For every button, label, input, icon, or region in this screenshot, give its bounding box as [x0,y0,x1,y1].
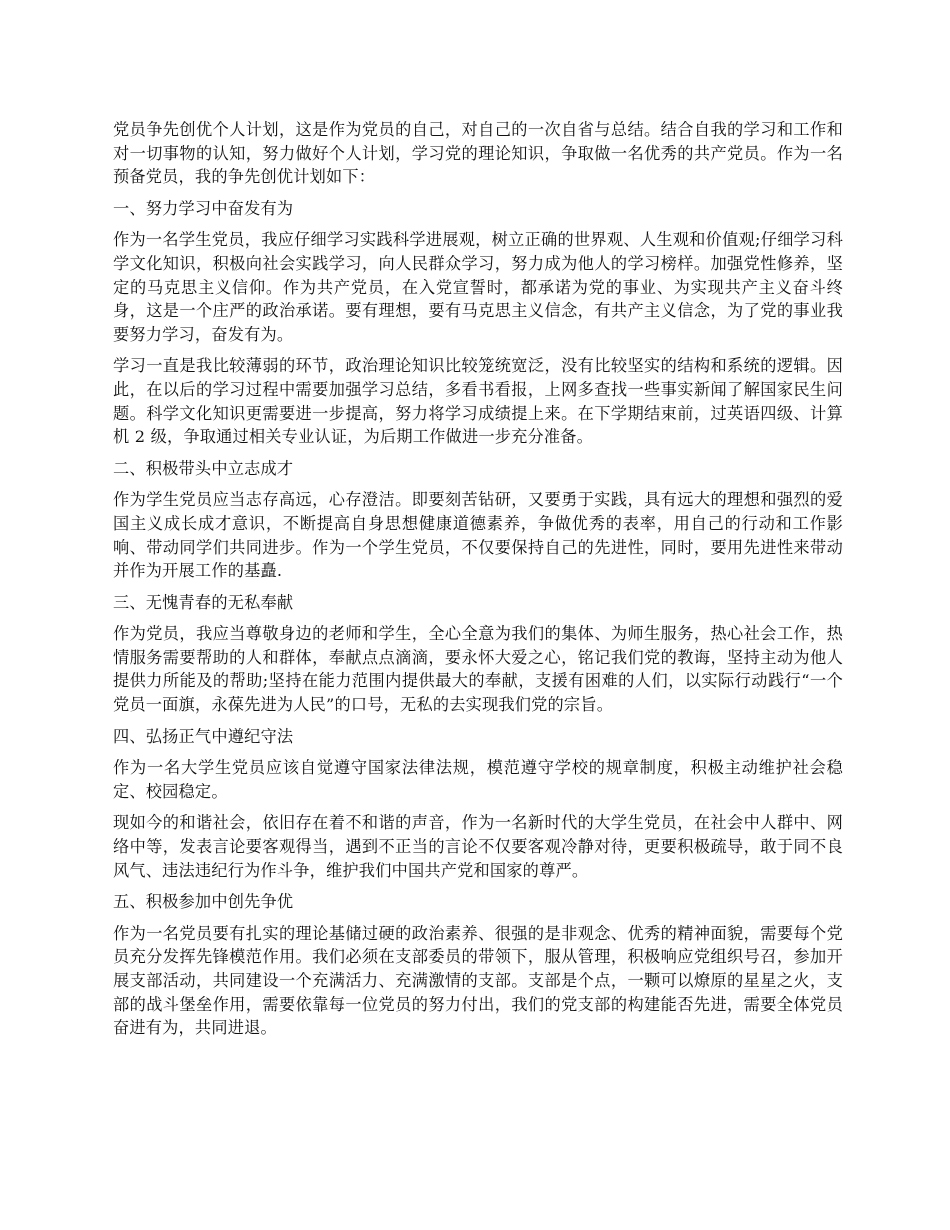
section-paragraph: 作为一名学生党员，我应仔细学习实践科学进展观，树立正确的世界观、人生观和价值观;仔细学习科学文化知识，积极向社会实践学习，向人民群众学习，努力成为他人的学习榜样。加强党性修养，坚定的马克思主义信仰。作为共产党员，在入党宣誓时，都承诺为党的事业、为实现共产主义奋斗终身，这是一个庄严的政治承诺。要有理想，要有马克思主义信念，有共产主义信念，为了党的事业我要努力学习，奋发有为。 [113,230,843,344]
section-heading: 三、无愧青春的无私奉献 [113,592,294,612]
section-heading: 五、积极参加中创先争优 [113,892,294,912]
section-2 [113,457,843,583]
section-paragraph: 作为党员，我应当尊敬身边的老师和学生，全心全意为我们的集体、为师生服务，热心社会工作，热情服务需要帮助的人和群体，奉献点点滴滴，要永怀大爱之心，铭记我们党的教诲，坚持主动为他人提供力所能及的帮助;坚持在能力范围内提供最大的奉献，支援有困难的人们，以实际行动践行“一个党员一面旗，永葆先进为人民”的口号，无私的去实现我们党的宗旨。 [113,624,843,715]
section-heading: 二、积极带头中立志成才 [113,458,294,478]
section-paragraph: 作为一名党员要有扎实的理论基储过硬的政治素养、很强的是非观念、优秀的精神面貌，需要每个党员充分发挥先锋模范作用。我们必须在支部委员的带领下，服从管理，积极响应党组织号召，参加开展支部活动，共同建设一个充满活力、充满激情的支部。支部是个点，一颗可以燎原的星星之火，支部的战斗堡垒作用，需要依靠每一位党员的努力付出，我们的党支部的构建能否先进，需要全体党员奋进有为，共同进退。 [113,923,843,1038]
section-1 [113,197,843,449]
intro-paragraph: 党员争先创优个人计划，这是作为党员的自己，对自己的一次自省与总结。结合自我的学习和工作和对一切事物的认知，努力做好个人计划，学习党的理论知识，争取做一名优秀的共产党员。作为一名预备党员，我的争先创优计划如下： [113,120,843,187]
section-heading: 一、努力学习中奋发有为 [113,198,294,218]
section-paragraph: 作为一名大学生党员应该自觉遵守国家法律法规，模范遵守学校的规章制度，积极主动维护社会稳定、校园稳定。 [113,758,843,801]
section-paragraph: 作为学生党员应当志存高远，心存澄洁。即要刻苦钻研，又要勇于实践，具有远大的理想和强烈的爱国主义成长成才意识，不断提高自身思想健康道德素养，争做优秀的表率，用自己的行动和工作影响、带动同学们共同进步。作为一个学生党员，不仅要保持自己的先进性，同时，要用先进性来带动并作为开展工作的基矗. [113,490,843,581]
document-page [113,118,843,1048]
section-paragraph: 学习一直是我比较薄弱的环节，政治理论知识比较笼统宽泛，没有比较坚实的结构和系统的逻辑。因此，在以后的学习过程中需要加强学习总结，多看书看报，上网多查找一些事实新闻了解国家民生问题。科学文化知识更需要进一步提高，努力将学习成绩提上来。在下学期结束前，过英语四级、计算机 2 级，争取通过相关专业认证，为后期工作做进一步充分准备。 [113,356,843,447]
section-4 [113,725,843,883]
section-3 [113,591,843,717]
section-paragraph: 现如今的和谐社会，依旧存在着不和谐的声音，作为一名新时代的大学生党员，在社会中人群中、网络中等，发表言论要客观得当，遇到不正当的言论不仅要客观冷静对待，更要积极疏导，敢于同不良风气、违法违纪行为作斗争，维护我们中国共产党和国家的尊严。 [113,813,843,880]
section-5 [113,890,843,1040]
section-heading: 四、弘扬正气中遵纪守法 [113,726,294,746]
